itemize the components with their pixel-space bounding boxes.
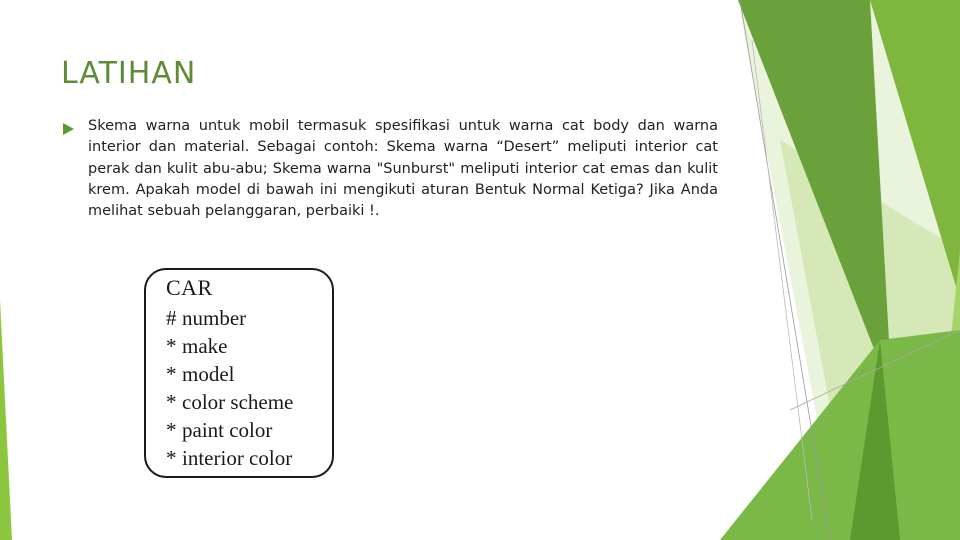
attribute-item (166, 416, 332, 444)
attribute-marker: * (166, 362, 177, 386)
attribute-label: interior color (182, 446, 293, 470)
attribute-label: number (182, 306, 247, 330)
attribute-label: paint color (182, 418, 273, 442)
attribute-marker: # (166, 306, 177, 330)
attribute-marker: * (166, 418, 177, 442)
bullet-item (62, 116, 718, 222)
bullet-text: Skema warna untuk mobil termasuk spesifikasi untuk warna cat body dan warna interior dan material. Sebagai contoh: Skema warna “Desert” meliputi interior cat perak dan kulit abu-abu; Skema warna "Sunburst" meliputi interior cat emas dan kulit krem. Apakah model di bawah ini mengikuti aturan Bentuk Normal Ketiga? Jika Anda melihat sebuah pelanggaran, perbaiki !. (88, 118, 718, 220)
attribute-item (166, 360, 332, 388)
attribute-item (166, 332, 332, 360)
triangle-bullet-icon (62, 123, 74, 135)
attribute-marker: * (166, 390, 177, 414)
attribute-item (166, 388, 332, 416)
car-entity-box (144, 268, 334, 478)
slide-title: LATIHAN (61, 56, 197, 91)
attribute-item (166, 304, 332, 332)
attribute-label: model (182, 362, 235, 386)
left-edge-accent (0, 300, 12, 540)
attribute-label: make (182, 334, 228, 358)
entity-name: CAR (166, 275, 213, 300)
attribute-label: color scheme (182, 390, 294, 414)
attribute-marker: * (166, 446, 177, 470)
attribute-item (166, 444, 332, 472)
attribute-marker: * (166, 334, 177, 358)
attribute-list (166, 304, 332, 472)
